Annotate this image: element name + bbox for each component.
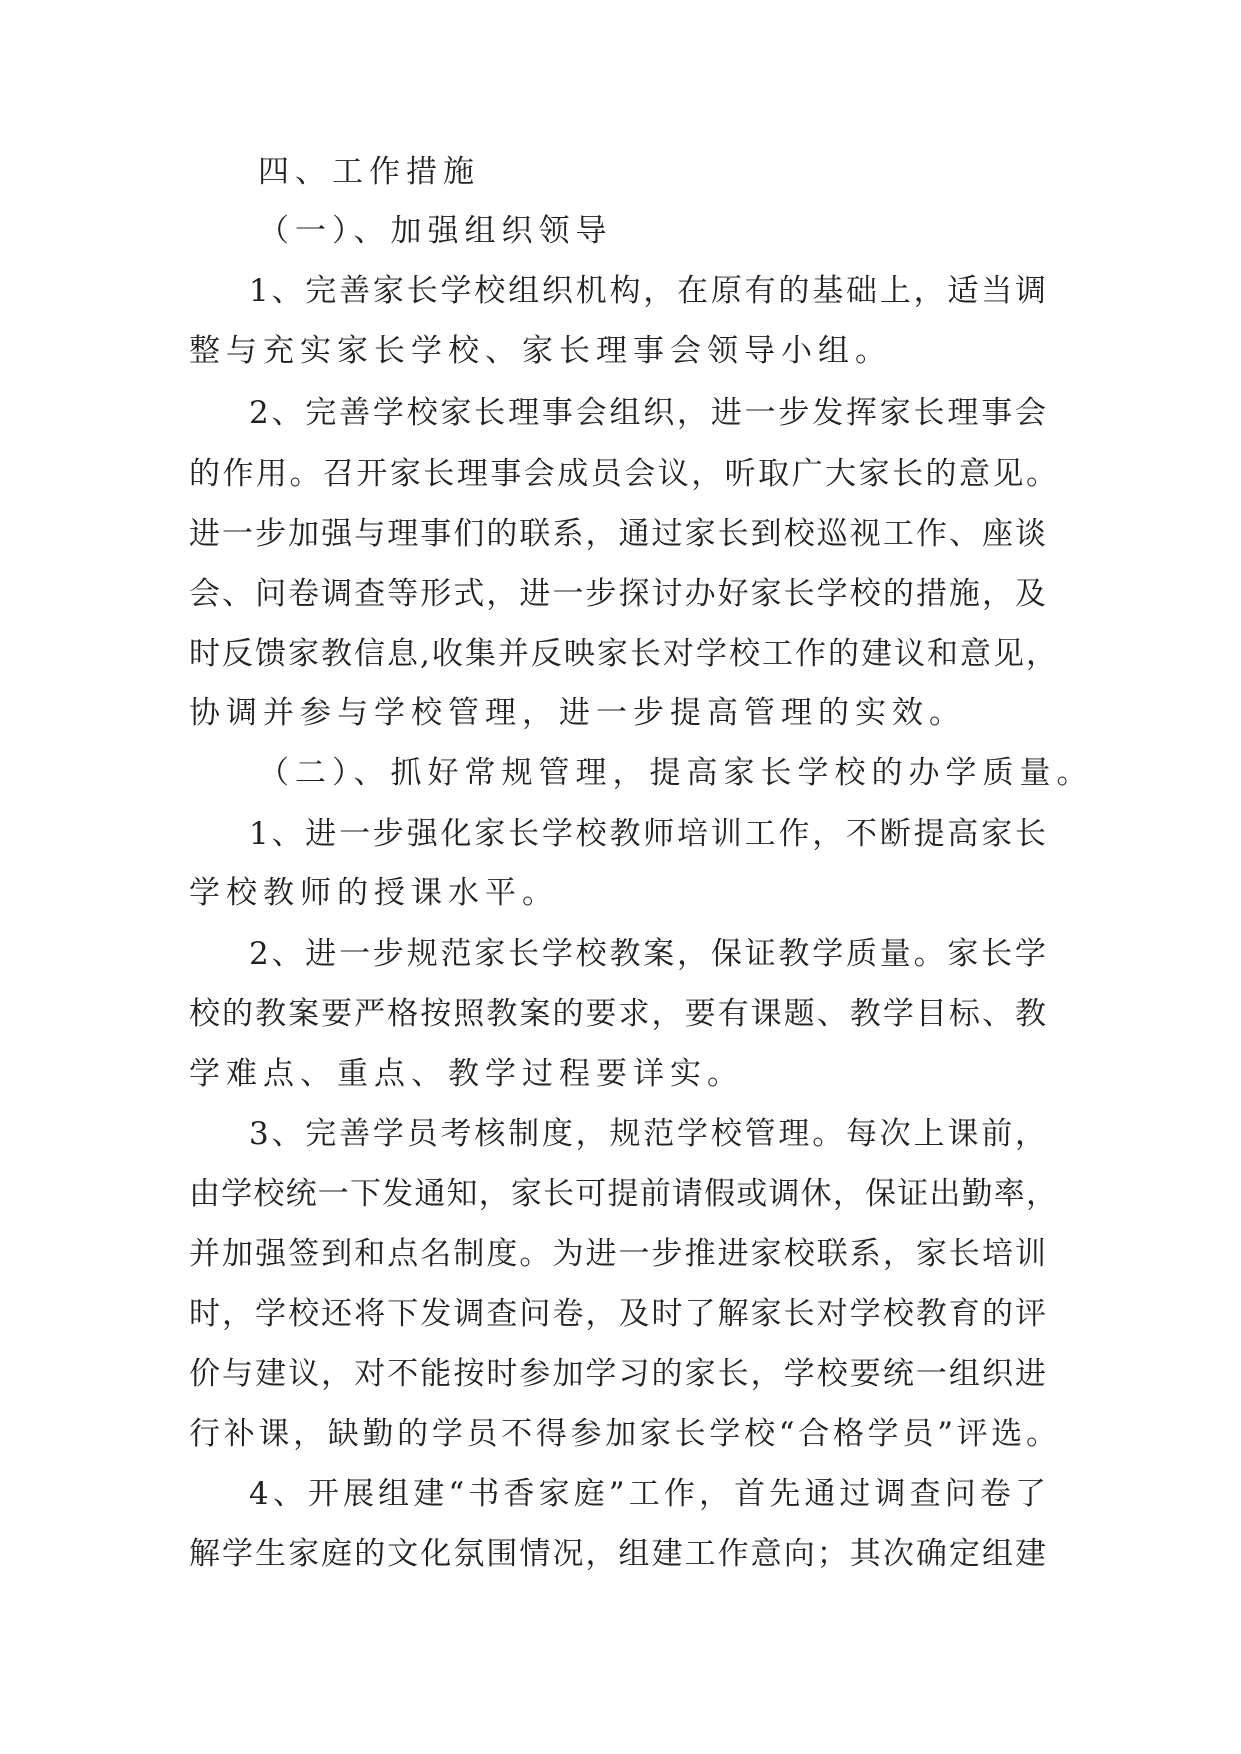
subsection-heading: （二）、抓好常规管理，提高家长学校的办学质量。 [258, 755, 1094, 791]
paragraph-line: 价与建议，对不能按时参加学习的家长，学校要统一组织进 [189, 1356, 1046, 1392]
paragraph-line: 1、进一步强化家长学校教师培训工作，不断提高家长 [249, 816, 1046, 852]
paragraph-line: 4、开展组建“书香家庭”工作，首先通过调查问卷了 [249, 1476, 1046, 1512]
paragraph-line: 3、完善学员考核制度，规范学校管理。每次上课前， [249, 1116, 1046, 1152]
paragraph-line: 学校教师的授课水平。 [189, 875, 559, 911]
paragraph-line: 会、问卷调查等形式，进一步探讨办好家长学校的措施，及 [189, 576, 1046, 612]
paragraph-line: 解学生家庭的文化氛围情况，组建工作意向；其次确定组建 [189, 1536, 1046, 1572]
paragraph-line: 2、完善学校家长理事会组织，进一步发挥家长理事会 [249, 395, 1046, 431]
section-heading: 四、工作措施 [258, 154, 480, 190]
paragraph-line: 并加强签到和点名制度。为进一步推进家校联系，家长培训 [189, 1236, 1046, 1272]
subsection-heading: （一）、加强组织领导 [258, 213, 613, 249]
paragraph-line: 由学校统一下发通知，家长可提前请假或调休，保证出勤率， [189, 1176, 1057, 1212]
paragraph-line: 进一步加强与理事们的联系，通过家长到校巡视工作、座谈 [189, 516, 1046, 552]
paragraph-line: 2、进一步规范家长学校教案，保证教学质量。家长学 [249, 936, 1046, 972]
paragraph-line: 的作用。召开家长理事会成员会议，听取广大家长的意见。 [189, 456, 1057, 492]
paragraph-line: 1、完善家长学校组织机构，在原有的基础上，适当调 [249, 273, 1046, 309]
paragraph-line: 校的教案要严格按照教案的要求，要有课题、教学目标、教 [189, 996, 1046, 1032]
paragraph-line: 时，学校还将下发调查问卷，及时了解家长对学校教育的评 [189, 1296, 1046, 1332]
paragraph-line: 行补课，缺勤的学员不得参加家长学校“合格学员”评选。 [189, 1416, 1057, 1452]
paragraph-line: 协调并参与学校管理，进一步提高管理的实效。 [189, 695, 966, 731]
paragraph-line: 学难点、重点、教学过程要详实。 [189, 1056, 744, 1092]
paragraph-line: 时反馈家教信息,收集并反映家长对学校工作的建议和意见， [189, 636, 1057, 672]
paragraph-line: 整与充实家长学校、家长理事会领导小组。 [189, 333, 892, 369]
